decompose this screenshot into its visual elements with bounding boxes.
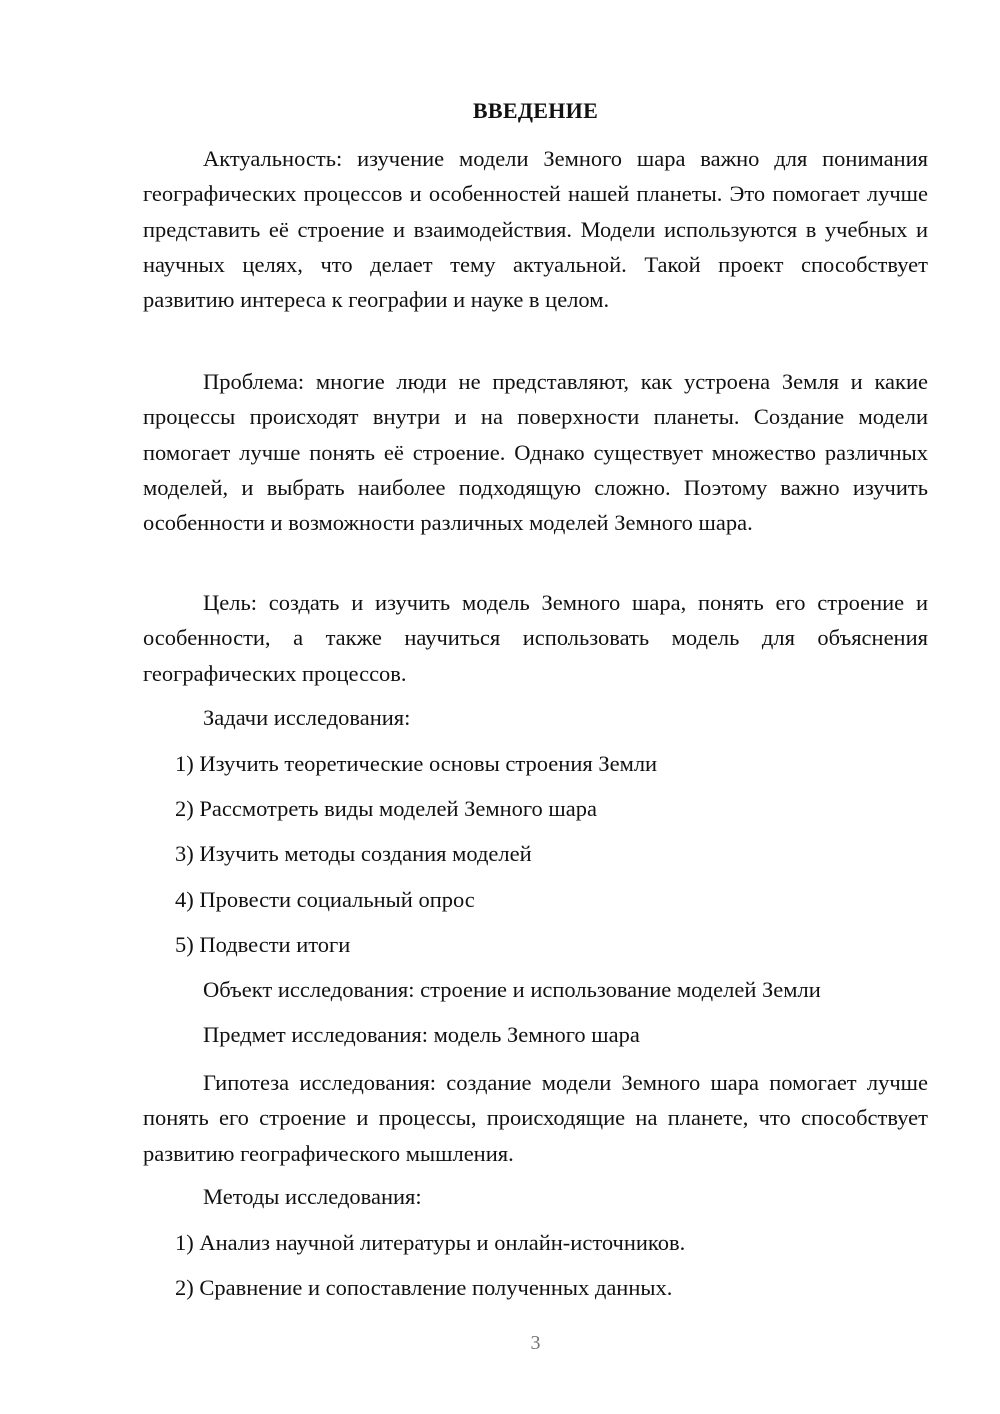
research-subject: Предмет исследования: модель Земного шара [203,1022,640,1047]
methods-heading: Методы исследования: [203,1184,422,1209]
task-item-5: 5) Подвести итоги [175,932,351,957]
task-item-3: 3) Изучить методы создания моделей [175,841,532,866]
paragraph-hypothesis: Гипотеза исследования: создание модели Земного шара помогает лучше понять его строение и процессы, происходящие на планете, что способствует развитию географического мышления. [143,1070,928,1166]
task-item-4: 4) Провести социальный опрос [175,887,475,912]
section-title: ВВЕДЕНИЕ [472,98,599,123]
paragraph-relevance: Актуальность: изучение модели Земного шара важно для понимания географических процессов и особенностей нашей планеты. Это помогает лучше представить её строение и взаимодействия. Модели используются в учебных и научных целях, что делает тему актуальной. Такой проект способствует развитию интереса к географии и науке в целом. [143,146,928,313]
page-number: 3 [530,1332,541,1354]
method-item-1: 1) Анализ научной литературы и онлайн-источников. [175,1230,686,1255]
tasks-heading: Задачи исследования: [203,705,411,730]
paragraph-problem: Проблема: многие люди не представляют, как устроена Земля и какие процессы происходят внутри и на поверхности планеты. Создание модели помогает лучше понять её строение. Однако существует множество различных моделей, и выбрать наиболее подходящую сложно. Поэтому важно изучить особенности и возможности различных моделей Земного шара. [143,369,928,536]
task-item-1: 1) Изучить теоретические основы строения Земли [175,751,658,776]
method-item-2: 2) Сравнение и сопоставление полученных данных. [175,1275,673,1300]
research-object: Объект исследования: строение и использование моделей Земли [203,977,821,1002]
task-item-2: 2) Рассмотреть виды моделей Земного шара [175,796,597,821]
paragraph-goal: Цель: создать и изучить модель Земного шара, понять его строение и особенности, а также научиться использовать модель для объяснения географических процессов. [143,590,928,686]
